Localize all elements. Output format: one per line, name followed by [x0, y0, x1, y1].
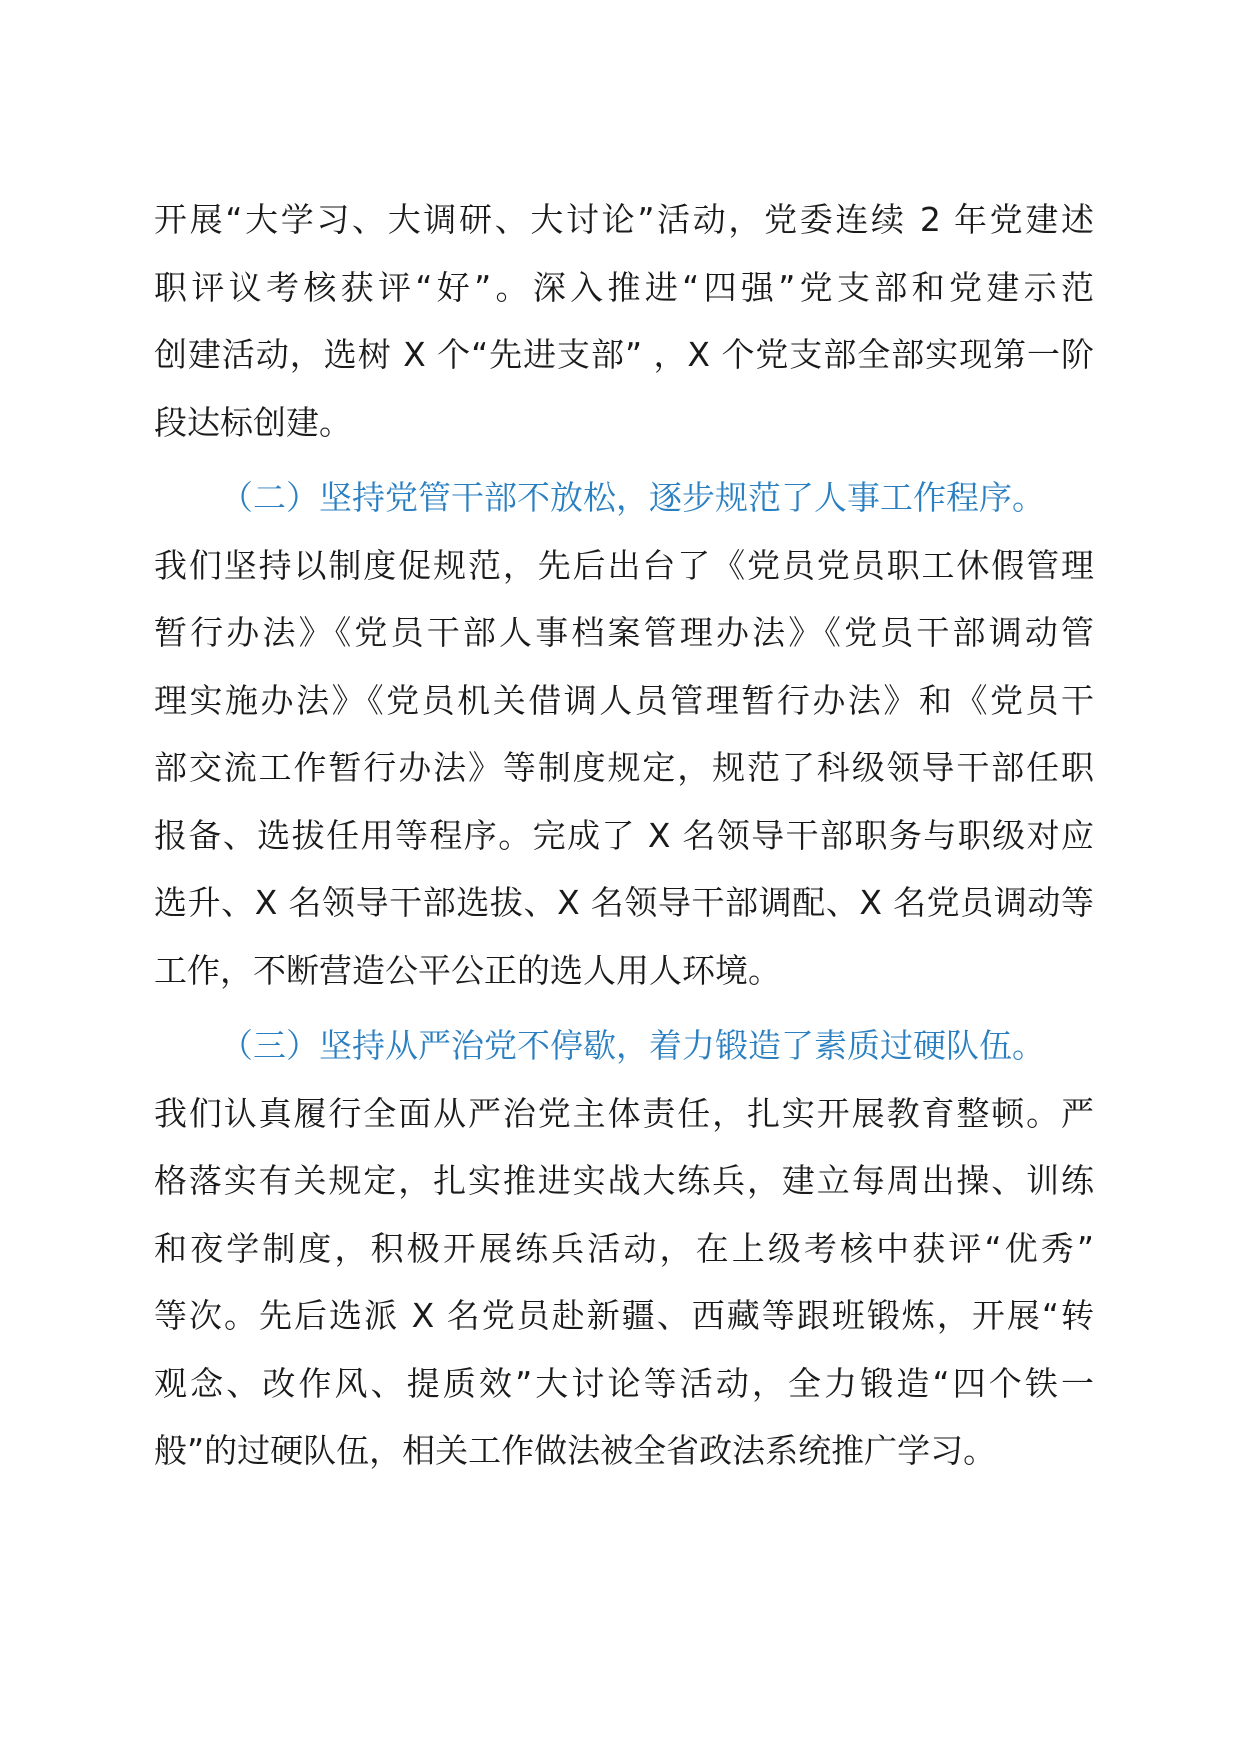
section-heading: （三）坚持从严治党不停歇，着力锻造了素质过硬队伍。 — [220, 1026, 1045, 1065]
text-line: 段达标创建。 — [154, 402, 352, 442]
section-2 — [154, 464, 1094, 1004]
text-line: 选升、X 名领导干部选拔、X 名领导干部调配、X 名党员调动等 — [154, 883, 1094, 922]
document-body — [154, 186, 1094, 1493]
text-line: 创建活动，选树 X 个“先进支部” ，X 个党支部全部实现第一阶 — [154, 335, 1094, 374]
text-line: 等次。先后选派 X 名党员赴新疆、西藏等跟班锻炼，开展“转 — [154, 1296, 1094, 1335]
text-line: 我们坚持以制度促规范，先后出台了《党员党员职工休假管理 — [154, 545, 1094, 585]
text-line: 报备、选拔任用等程序。完成了 X 名领导干部职务与职级对应 — [154, 815, 1094, 855]
text-line: 暂行办法》《党员干部人事档案管理办法》《党员干部调动管 — [154, 613, 1094, 652]
text-line: 理实施办法》《党员机关借调人员管理暂行办法》和《党员干 — [154, 680, 1094, 720]
text-line: 观念、改作风、提质效”大讨论等活动，全力锻造“四个铁一 — [154, 1363, 1094, 1403]
text-line: 开展“大学习、大调研、大讨论”活动，党委连续 2 年党建述 — [154, 200, 1094, 239]
section-heading: （二）坚持党管干部不放松，逐步规范了人事工作程序。 — [220, 478, 1045, 517]
text-line: 和夜学制度，积极开展练兵活动，在上级考核中获评“优秀” — [154, 1228, 1094, 1268]
paragraph-1 — [154, 186, 1094, 456]
text-line: 般”的过硬队伍，相关工作做法被全省政法系统推广学习。 — [154, 1431, 997, 1470]
text-line: 我们认真履行全面从严治党主体责任，扎实开展教育整顿。严 — [154, 1093, 1094, 1133]
section-3 — [154, 1012, 1094, 1485]
text-line: 工作，不断营造公平公正的选人用人环境。 — [154, 950, 781, 990]
text-line: 部交流工作暂行办法》等制度规定，规范了科级领导干部任职 — [154, 748, 1094, 787]
text-line: 格落实有关规定，扎实推进实战大练兵，建立每周出操、训练 — [154, 1161, 1094, 1200]
text-line: 职评议考核获评“好”。深入推进“四强”党支部和党建示范 — [154, 267, 1094, 307]
